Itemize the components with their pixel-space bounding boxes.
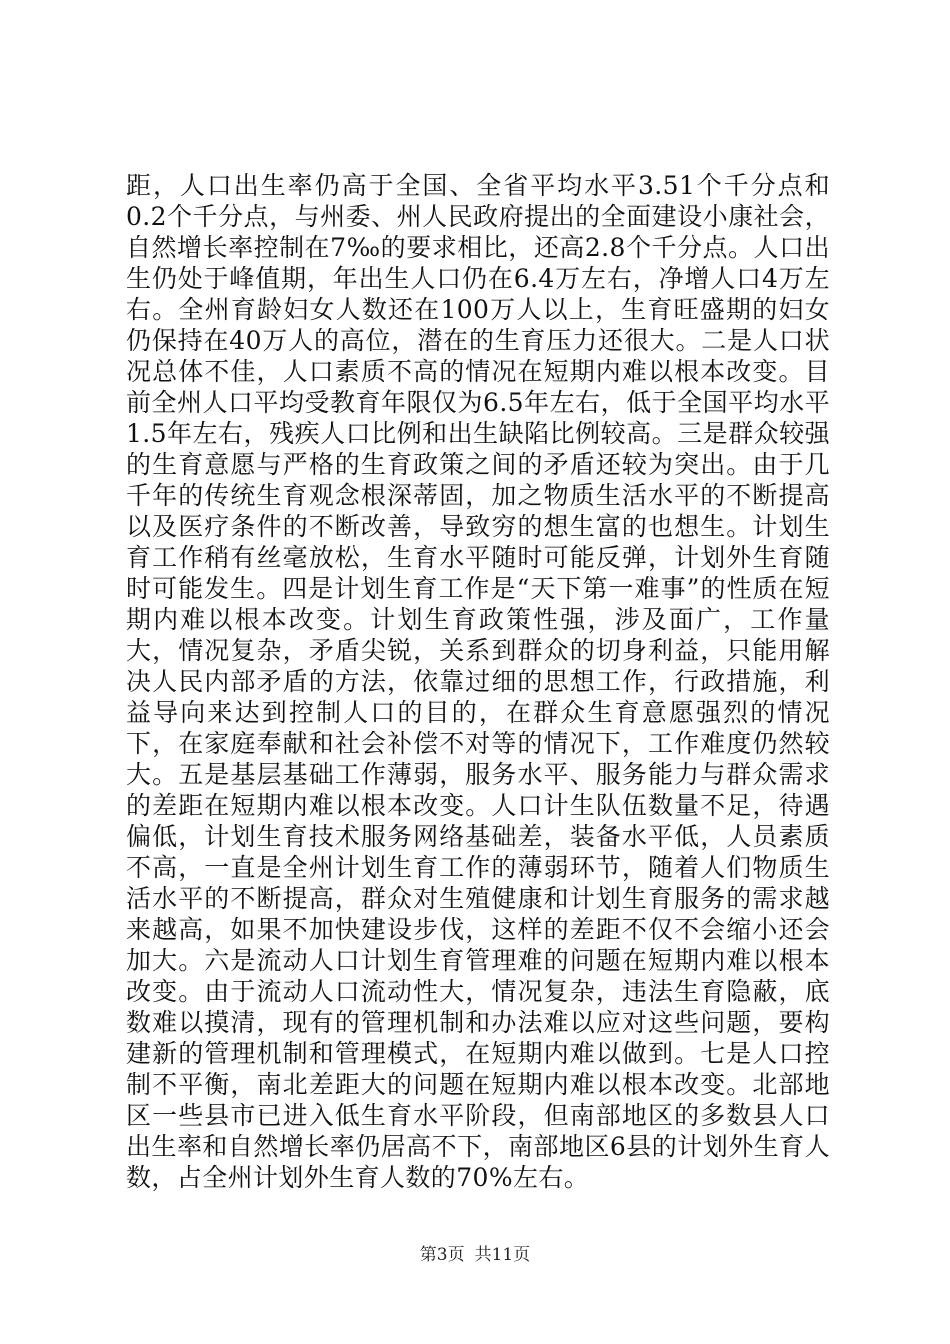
page-footer	[0, 1240, 950, 1265]
page-number: 第3页	[419, 1245, 465, 1265]
body-paragraph: 距，人口出生率仍高于全国、全省平均水平3.51个千分点和0.2个千分点，与州委、州人民政府提出的全面建设小康社会，自然增长率控制在7‰的要求相比，还高2.8个千分点。人口出生仍处于峰值期，年出生人口仍在6.4万左右，净增人口4万左右。全州育龄妇女人数还在100万人以上，生育旺盛期的妇女仍保持在40万人的高位，潜在的生育压力还很大。二是人口状况总体不佳，人口素质不高的情况在短期内难以根本改变。目前全州人口平均受教育年限仅为6.5年左右，低于全国平均水平1.5年左右，残疾人口比例和出生缺陷比例较高。三是群众较强的生育意愿与严格的生育政策之间的矛盾还较为突出。由于几千年的传统生育观念根深蒂固，加之物质生活水平的不断提高以及医疗条件的不断改善，导致穷的想生富的也想生。计划生育工作稍有丝毫放松，生育水平随时可能反弹，计划外生育随时可能发生。四是计划生育工作是“天下第一难事”的性质在短期内难以根本改变。计划生育政策性强，涉及面广，工作量大，情况复杂，矛盾尖锐，关系到群众的切身利益，只能用解决人民内部矛盾的方法，依靠过细的思想工作，行政措施，利益导向来达到控制人口的目的，在群众生育意愿强烈的情况下，在家庭奉献和社会补偿不对等的情况下，工作难度仍然较大。五是基层基础工作薄弱，服务水平、服务能力与群众需求的差距在短期内难以根本改变。人口计生队伍数量不足，待遇偏低，计划生育技术服务网络基础差，装备水平低，人员素质不高，一直是全州计划生育工作的薄弱环节，随着人们物质生活水平的不断提高，群众对生殖健康和计划生育服务的需求越来越高，如果不加快建设步伐，这样的差距不仅不会缩小还会加大。六是流动人口计划生育管理难的问题在短期内难以根本改变。由于流动人口流动性大，情况复杂，违法生育隐蔽，底数难以摸清，现有的管理机制和办法难以应对这些问题，要构建新的管理机制和管理模式，在短期内难以做到。七是人口控制不平衡，南北差距大的问题在短期内难以根本改变。北部地区一些县市已进入低生育水平阶段，但南部地区的多数县人口出生率和自然增长率仍居高不下，南部地区6县的计划外生育人数，占全州计划外生育人数的70%左右。	[126, 171, 830, 1192]
page-total: 共11页	[474, 1245, 531, 1265]
